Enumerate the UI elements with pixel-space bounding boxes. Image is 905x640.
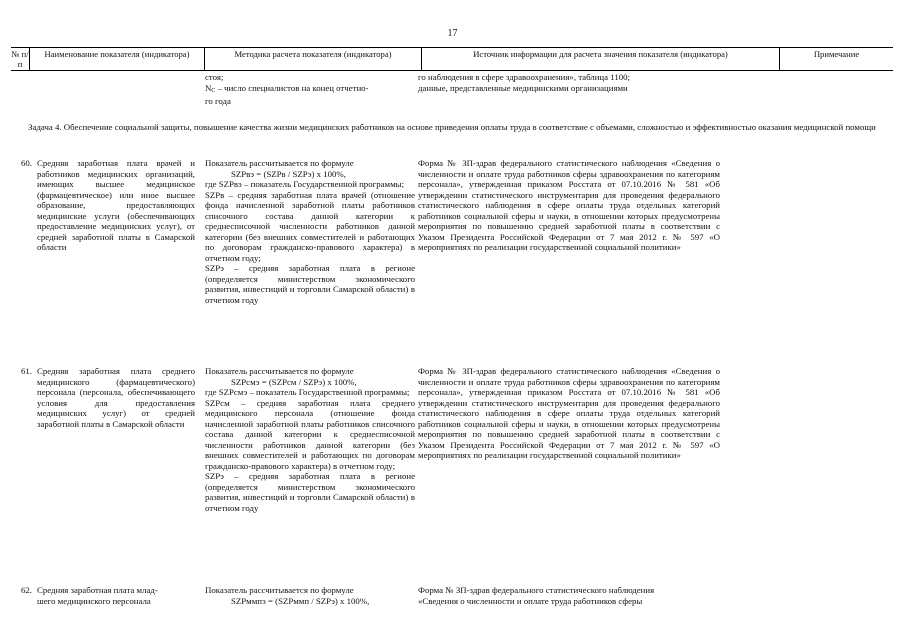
indicator-source (418, 585, 720, 606)
indicator-name-line: шего медицинского персонала (37, 595, 151, 606)
method-definition: SZPэ – средняя заработная плата в регионе (определяется министерством экономического развития, инвестиций и торговли Самарской области) в отчетном году (205, 263, 415, 305)
header-col-number: № п/п (11, 49, 29, 69)
header-col-source: Источник информации для расчета значения показателя (индикатора) (422, 48, 780, 70)
continuation-method-line: стоя; (205, 72, 224, 82)
method-intro: Показатель рассчитывается по формуле (205, 366, 354, 376)
header-col-method: Методика расчета показателя (индикатора) (205, 48, 422, 70)
method-formula: SZPммпэ = (SZPммп / SZPэ) х 100%, (231, 595, 370, 606)
task-title: Задача 4. Обеспечение социальной защиты, повышение качества жизни медицинских работников на основе приведения оплаты труда в соответствие с объемами, сложностью и эффективностью оказания медицинской помощи (28, 122, 876, 132)
row-number: 60. (21, 158, 32, 168)
method-intro: Показатель рассчитывается по формуле (205, 158, 354, 168)
indicator-source: Форма № ЗП-здрав федерального статистического наблюдения «Сведения о численности и оплате труда работников сферы здравоохранения по категориям персонала», утвержденная приказом Росстата от 07.10.2016 № 581 «Об утверждении статистического инструментария для проведения федерального статистического наблюдения в сфере оплаты труда отдельных категорий работников социальной сферы и науки, в отношении которых предусмотрены мероприятия по повышению средней заработной платы в соответствии с Указом Президента Российской Федерации от 7 мая 2012 г. № 597 «О мероприятиях по реализации государственной социальной политики» (418, 158, 720, 252)
indicator-source-line: Форма № ЗП-здрав федерального статистического наблюдения (418, 585, 655, 595)
indicator-name-line: Средняя заработная плата млад- (37, 585, 158, 595)
continuation-method-line: го года (205, 96, 231, 106)
continuation-source (418, 72, 720, 93)
indicator-method (205, 585, 415, 606)
method-where: где SZPвэ – показатель Государственной программы; (205, 179, 405, 189)
method-formula: SZPвэ = (SZPв / SZPэ) х 100%, (231, 168, 346, 179)
method-where: где SZPсмэ – показатель Государственной программы; (205, 387, 410, 397)
method-definition: SZPв – средняя заработная плата врачей (отношение фонда начисленной заработной платы работников списочного состава данной категории к среднесписочной численности работников данной категории (без внешних совместителей и работающих по договорам гражданско-правового характера) в отчетном году; (205, 189, 415, 263)
table-header (11, 47, 893, 71)
method-definition: SZPсм – средняя заработная плата среднего медицинского персонала (отношение фонда начисленной заработной платы работников списочного состава данной категории к среднесписочной численности работников данной категории (без внешних совместителей и работающих по договорам гражданско-правового характера) в отчетном году; (205, 397, 415, 471)
page-number: 17 (447, 28, 458, 39)
header-col-name: Наименование показателя (индикатора) (30, 48, 205, 70)
method-formula: SZPсмэ = (SZPсм / SZPэ) х 100%, (231, 376, 357, 387)
method-intro: Показатель рассчитывается по формуле (205, 585, 354, 595)
row-number: 62. (21, 585, 32, 595)
header-col-note: Примечание (813, 49, 860, 59)
continuation-method-line: $N_С$ – число специалистов на конец отчетно- (205, 82, 369, 94)
indicator-name: Средняя заработная плата среднего медицинского (фармацевтического) персонала (персонала, обеспечивающего условия для предоставления медицинских услуг) от средней заработной платы в Самарской области (37, 366, 195, 429)
continuation-source-line: данные, представленные медицинскими организациями (418, 82, 628, 93)
continuation-method (205, 72, 415, 107)
indicator-source-line: «Сведения о численности и оплате труда работников сферы (418, 595, 643, 606)
indicator-method (205, 366, 415, 513)
indicator-source: Форма № ЗП-здрав федерального статистического наблюдения «Сведения о численности и оплате труда работников сферы здравоохранения по категориям персонала», утвержденная приказом Росстата от 07.10.2016 № 581 «Об утверждении статистического инструментария для проведения федерального статистического наблюдения в сфере оплаты труда отдельных категорий работников социальной сферы и науки, в отношении которых предусмотрены мероприятия по повышению средней заработной платы в соответствии с Указом Президента Российской Федерации от 7 мая 2012 г. № 597 «О мероприятиях по реализации государственной социальной политики» (418, 366, 720, 460)
row-number: 61. (21, 366, 32, 376)
indicator-method (205, 158, 415, 305)
continuation-source-line: го наблюдения в сфере здравоохранения», таблица 1100; (418, 72, 630, 82)
method-definition: SZPэ – средняя заработная плата в регионе (определяется министерством экономического развития, инвестиций и торговли Самарской области) в отчетном году (205, 471, 415, 513)
indicator-name (37, 585, 195, 606)
indicator-name: Средняя заработная плата врачей и работников медицинских организаций, имеющих высшее медицинское (фармацевтическое) или иное высшее образование, предоставляющих медицинские услуги (обеспечивающих предоставление медицинских услуг), от средней заработной платы в Самарской области (37, 158, 195, 252)
